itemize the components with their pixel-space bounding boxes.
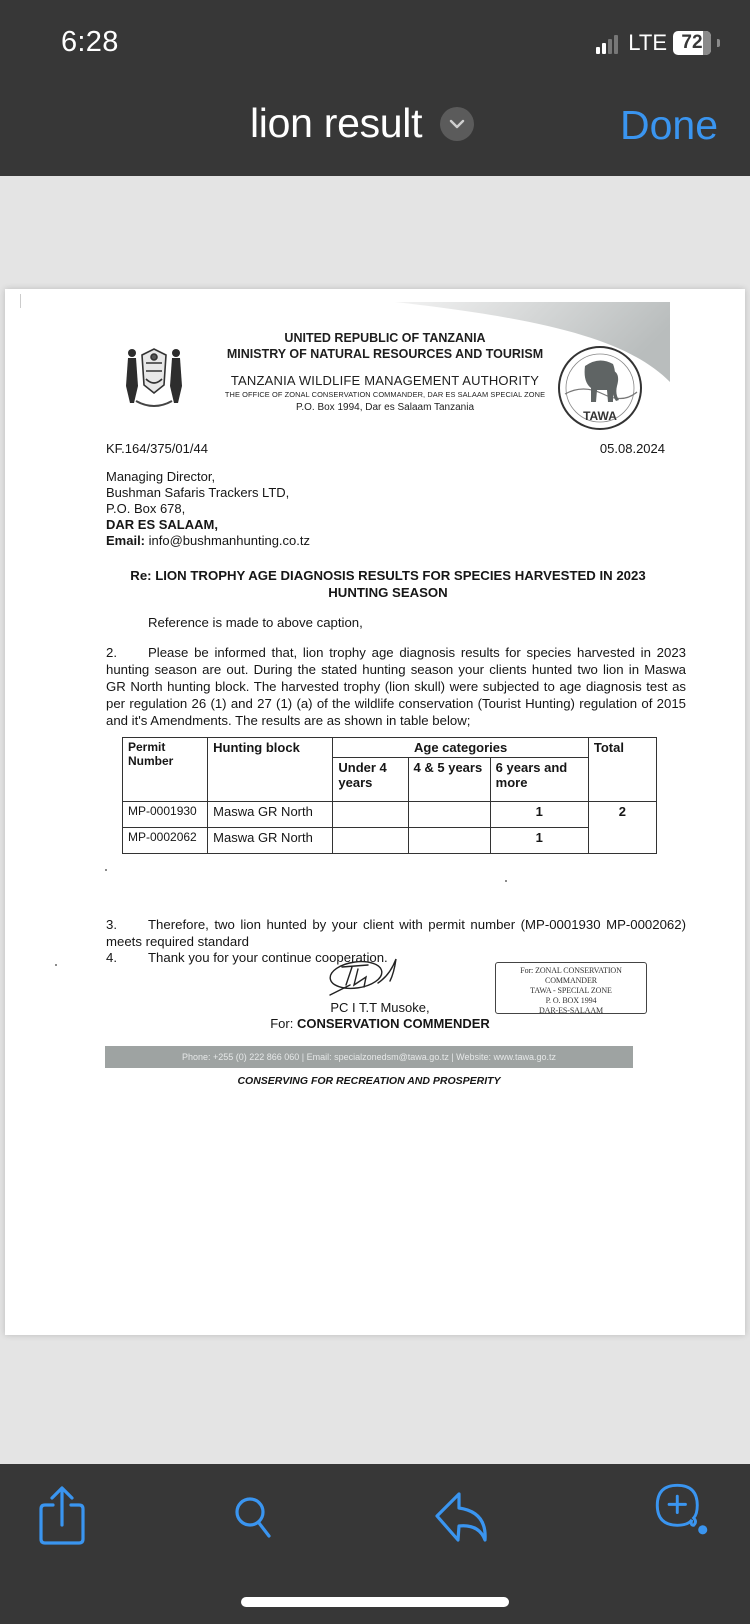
letterhead-line-3: TANZANIA WILDLIFE MANAGEMENT AUTHORITY: [230, 373, 540, 388]
official-stamp: [495, 962, 647, 1014]
cell-under-4: [333, 828, 408, 854]
signer-title-line: [245, 1016, 515, 1032]
table-header-row: [123, 738, 657, 758]
top-bar: [0, 0, 750, 176]
document-title: lion result: [250, 100, 423, 146]
header-permit-number: Permit Number: [123, 738, 208, 802]
cell-4-5: [408, 802, 490, 828]
reply-button[interactable]: [432, 1486, 492, 1546]
chevron-down-icon[interactable]: [440, 107, 474, 141]
scan-speck: [105, 869, 107, 871]
header-age-categories: Age categories: [333, 738, 588, 758]
scan-speck: [20, 294, 21, 308]
signer-name: PC I T.T Musoke,: [330, 1000, 430, 1015]
tawa-logo-text: TAWA: [583, 409, 617, 423]
stamp-line-3: P. O. BOX 1994: [545, 996, 597, 1005]
recipient-line-3: P.O. Box 678,: [106, 501, 186, 516]
paragraph-1: Reference is made to above caption,: [148, 615, 363, 630]
letterhead-line-1: UNITED REPUBLIC OF TANZANIA: [284, 331, 486, 345]
network-type: LTE: [628, 30, 667, 55]
letterhead-line-5: P.O. Box 1994, Dar es Salaam Tanzania: [295, 402, 475, 413]
header-hunting-block: Hunting block: [208, 738, 333, 802]
paragraph-3-text: Therefore, two lion hunted by your client with permit number (MP-0001930 MP-0002062) meets required standard: [106, 917, 686, 949]
battery-icon: [673, 31, 711, 55]
signer-for: For:: [270, 1016, 294, 1031]
tawa-elephant-logo-icon: [553, 344, 648, 432]
table-row: [123, 828, 657, 854]
table-row: [123, 802, 657, 828]
scan-speck: [55, 964, 57, 966]
paragraph-2-text: Please be informed that, lion trophy age diagnosis results for species harvested in 2023 hunting season are out. During the stated hunting season your clients hunted two lion in Maswa GR North hunting block. The harvested trophy (lion skull) were subjected to age diagnosis test as per regulation 26 (1) and 27 (1) (a) of the wildlife conservation (Tourist Hunting) regulation of 2015 and it's Amendments. The results are as shown in table below;: [106, 645, 686, 728]
share-icon: [36, 1485, 88, 1547]
recipient-email-line: [106, 533, 310, 549]
signature-icon: [320, 955, 410, 1003]
letterhead-line-2: MINISTRY OF NATURAL RESOURCES AND TOURISM: [226, 347, 544, 361]
signer-title: CONSERVATION COMMENDER: [296, 1016, 490, 1031]
cell-6-plus: 1: [490, 802, 588, 828]
scan-speck: [505, 880, 507, 882]
cell-4-5: [408, 828, 490, 854]
reference-number: KF.164/375/01/44: [106, 441, 208, 456]
footer-contact-bar: Phone: +255 (0) 222 866 060 | Email: specialzonedsm@tawa.go.tz | Website: www.tawa.go.tz: [105, 1046, 633, 1068]
footer-motto: CONSERVING FOR RECREATION AND PROSPERITY: [237, 1075, 501, 1087]
reply-icon: [433, 1490, 491, 1542]
header-total: Total: [588, 738, 656, 802]
markup-zoom-icon: [650, 1475, 710, 1541]
search-button[interactable]: [225, 1486, 285, 1546]
recipient-line-2: Bushman Safaris Trackers LTD,: [106, 485, 290, 500]
status-indicators: [596, 30, 720, 56]
cell-permit: MP-0001930: [123, 802, 208, 828]
cell-total: 2: [588, 802, 656, 854]
header-6-plus: 6 years and more: [490, 758, 588, 802]
document-title-menu[interactable]: [250, 100, 474, 147]
document-page[interactable]: [5, 289, 745, 1335]
stamp-line-2: TAWA - SPECIAL ZONE: [530, 986, 612, 995]
battery-level: 72: [681, 32, 703, 53]
header-under-4: Under 4 years: [333, 758, 408, 802]
cell-block: Maswa GR North: [208, 802, 333, 828]
cell-6-plus: 1: [490, 828, 588, 854]
paragraph-4-text: Thank you for your continue cooperation.: [148, 950, 388, 965]
bottom-toolbar: [0, 1464, 750, 1624]
cell-block: Maswa GR North: [208, 828, 333, 854]
recipient-line-1: Managing Director,: [106, 469, 216, 484]
recipient-line-4: DAR ES SALAAM,: [106, 517, 218, 532]
recipient-email: info@bushmanhunting.co.tz: [148, 533, 310, 548]
battery-cap: [717, 39, 720, 47]
done-button[interactable]: Done: [619, 102, 718, 148]
letter-subject: Re: LION TROPHY AGE DIAGNOSIS RESULTS FOR SPECIES HARVESTED IN 2023 HUNTING SEASON: [130, 568, 646, 600]
search-icon: [231, 1492, 279, 1540]
markup-button[interactable]: [650, 1478, 710, 1538]
letterhead-line-4: THE OFFICE OF ZONAL CONSERVATION COMMANDER, DAR ES SALAAM SPECIAL ZONE: [224, 390, 546, 399]
status-time: 6:28: [61, 26, 119, 58]
stamp-line-1: For: ZONAL CONSERVATION COMMANDER: [520, 966, 622, 985]
paragraph-3: [106, 916, 686, 950]
cell-permit: MP-0002062: [123, 828, 208, 854]
email-label: Email:: [106, 533, 146, 548]
letter: [5, 289, 745, 1335]
home-indicator[interactable]: [241, 1597, 509, 1607]
cell-under-4: [333, 802, 408, 828]
recipient-address: [106, 469, 310, 549]
signer-block: [245, 1000, 515, 1032]
header-4-5-years: 4 & 5 years: [408, 758, 490, 802]
paragraph-2-number: 2.: [106, 645, 117, 660]
signal-icon: [596, 32, 618, 54]
share-button[interactable]: [32, 1486, 92, 1546]
paragraph-4-number: 4.: [106, 950, 117, 965]
stamp-line-4: DAR-ES-SALAAM: [538, 1006, 604, 1015]
paragraph-2: [106, 644, 686, 729]
results-table: [122, 737, 657, 854]
paragraph-3-number: 3.: [106, 917, 117, 932]
letter-date: 05.08.2024: [599, 441, 665, 456]
